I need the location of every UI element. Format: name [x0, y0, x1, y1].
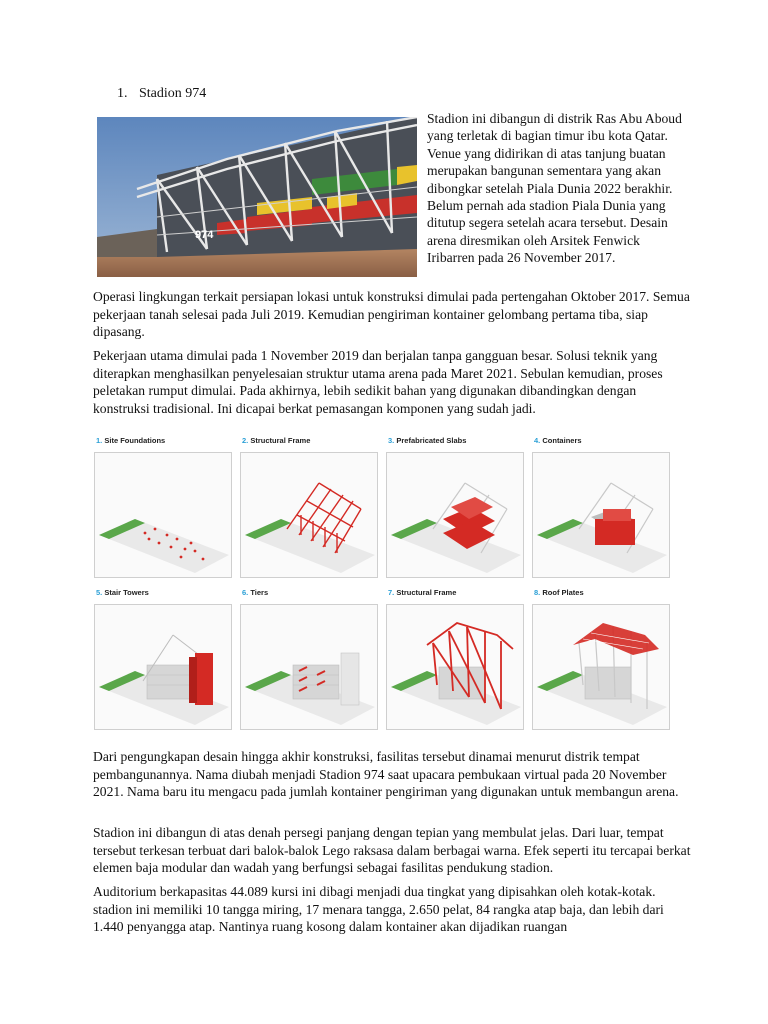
step-card-containers [530, 436, 668, 576]
step-number: 6. [242, 588, 249, 597]
step-card-structural-frame-2 [384, 588, 522, 728]
step-label: Structural Frame [396, 588, 457, 597]
step-label: Containers [542, 436, 582, 445]
heading-number: 1. [117, 86, 128, 101]
step-card-prefabricated-slabs [384, 436, 522, 576]
intro-paragraph: Stadion ini dibangun di distrik Ras Abu Aboud yang terletak di bagian timur ibu kota Qatar. Venue yang didirikan di atas tanjung buatan merupakan bangunan sementara yang akan dibongkar setelah Piala Dunia 2022 berakhir. Belum pernah ada stadion Piala Dunia yang ditutup segera setelah acara tersebut. Desain arena diresmikan oleh Arsitek Fenwick Iribarren pada 26 November 2017. [427, 111, 682, 266]
paragraph-site-preparation: Operasi lingkungan terkait persiapan lokasi untuk konstruksi dimulai pada pertengahan Oktober 2017. Semua pekerjaan tanah selesai pada Juli 2019. Kemudian pengiriman kontainer gelombang pertama tiba, siap dipasang. [93, 289, 690, 340]
step-illustration [532, 452, 670, 578]
step-label: Tiers [250, 588, 269, 597]
step-illustration [240, 604, 378, 730]
step-number: 4. [534, 436, 541, 445]
step-number: 8. [534, 588, 541, 597]
construction-steps-diagram [92, 436, 678, 736]
step-number: 7. [388, 588, 395, 597]
step-illustration [240, 452, 378, 578]
paragraph-capacity: Auditorium berkapasitas 44.089 kursi ini dibagi menjadi dua tingkat yang dipisahkan oleh kotak-kotak. stadion ini memiliki 10 tangga miring, 17 menara tangga, 2.650 pelat, 84 rangka atap baja, dan lebih dari 1.440 penyangga atap. Nantinya ruang kosong dalam kontainer akan dijadikan ruangan [93, 884, 664, 935]
section-heading [117, 86, 206, 102]
step-illustration [94, 604, 232, 730]
stadium-photo [97, 117, 417, 277]
step-illustration [386, 604, 524, 730]
step-illustration [386, 452, 524, 578]
paragraph-main-works: Pekerjaan utama dimulai pada 1 November 2019 dan berjalan tanpa gangguan besar. Solusi teknik yang diterapkan menghasilkan penyelesaian struktur utama arena pada Maret 2021. Sebulan kemudian, proses peletakan rumput dimulai. Pada akhirnya, lebih sedikit bahan yang digunakan dibandingkan dengan konstruksi tradisional. Ini dicapai berkat pemasangan komponen yang sudah jadi. [93, 348, 663, 416]
step-illustration [532, 604, 670, 730]
step-illustration [94, 452, 232, 578]
paragraph-design: Stadion ini dibangun di atas denah persegi panjang dengan tepian yang membulat jelas. Dari luar, tempat tersebut terkesan terbuat dari balok-balok Lego raksasa dalam berbagai warna. Efek seperti itu tercapai berkat elemen baja modular dan wadah yang berfungsi sebagai fasilitas pendukung stadion. [93, 825, 691, 876]
step-label: Stair Towers [104, 588, 149, 597]
step-label: Prefabricated Slabs [396, 436, 467, 445]
paragraph-naming: Dari pengungkapan desain hingga akhir konstruksi, fasilitas tersebut dinamai menurut distrik tempat pembangunannya. Nama diubah menjadi Stadion 974 saat upacara pembukaan virtual pada 20 November 2021. Nama baru itu mengacu pada jumlah kontainer pengiriman yang digunakan untuk membangun arena. [93, 749, 679, 800]
step-number: 1. [96, 436, 103, 445]
step-card-roof-plates [530, 588, 668, 728]
step-label: Structural Frame [250, 436, 311, 445]
step-number: 3. [388, 436, 395, 445]
step-card-stair-towers [92, 588, 230, 728]
step-label: Site Foundations [104, 436, 166, 445]
step-number: 5. [96, 588, 103, 597]
step-number: 2. [242, 436, 249, 445]
step-label: Roof Plates [542, 588, 584, 597]
stadium-sign-text: 974 [195, 229, 214, 241]
heading-title: Stadion 974 [139, 86, 207, 101]
step-card-tiers [238, 588, 376, 728]
step-card-site-foundations [92, 436, 230, 576]
step-card-structural-frame [238, 436, 376, 576]
